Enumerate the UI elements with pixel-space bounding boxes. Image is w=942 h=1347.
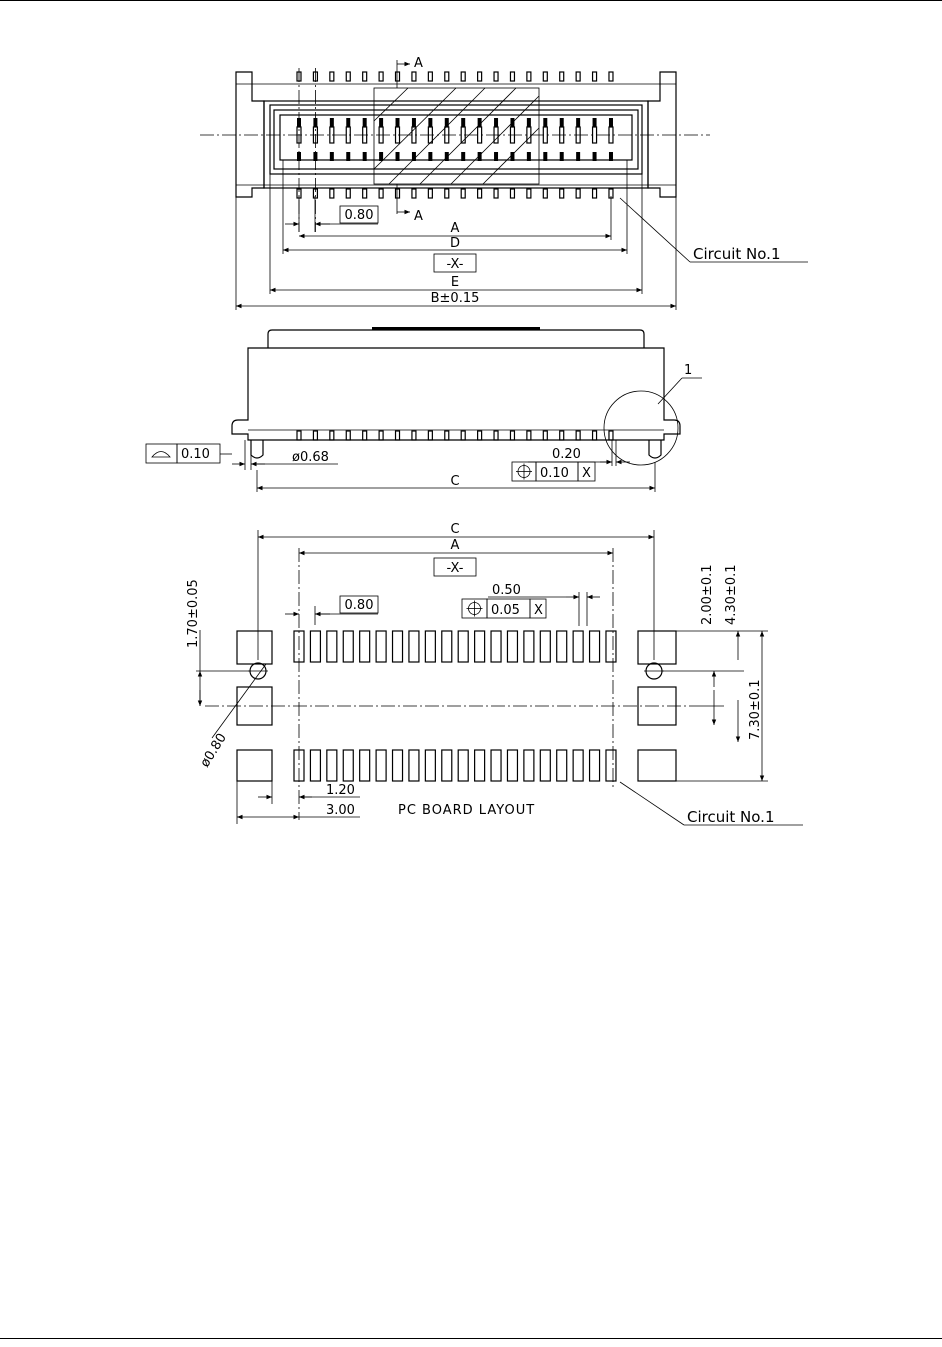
- side-dim-c: C: [450, 474, 460, 489]
- mount-pad-right-top: [638, 631, 676, 664]
- pcb-pad-lower: [360, 750, 370, 781]
- section-mark-bottom: A: [414, 209, 423, 224]
- side-pin: [609, 431, 613, 440]
- top-contact-lower: [363, 152, 367, 161]
- top-pitch-label: 0.80: [344, 208, 374, 223]
- side-pin: [494, 431, 498, 440]
- pcb-pad-width: 0.50: [492, 583, 521, 598]
- top-upper-pin: [428, 72, 432, 81]
- pcb-pad-lower: [557, 750, 567, 781]
- mount-pad-right-bottom: [638, 750, 676, 781]
- pcb-pad-lower: [475, 750, 485, 781]
- pcb-pad-lower: [376, 750, 386, 781]
- pcb-pad-upper: [310, 631, 320, 662]
- side-pin: [346, 431, 350, 440]
- top-contact-upper: [527, 118, 531, 127]
- pcb-pad-upper: [507, 631, 517, 662]
- pcb-hole-diameter: ø0.80: [197, 730, 230, 771]
- top-contact-lower: [560, 152, 564, 161]
- pcb-pad-lower: [425, 750, 435, 781]
- top-lower-pin: [560, 189, 564, 198]
- top-lower-pin: [576, 189, 580, 198]
- top-lower-pin: [363, 189, 367, 198]
- top-lower-pin: [330, 189, 334, 198]
- side-position-tolerance: 0.10: [540, 466, 569, 481]
- pcb-dim-a: A: [450, 538, 460, 553]
- pcb-datum: -X-: [446, 561, 464, 576]
- top-upper-pin: [346, 72, 350, 81]
- top-dim-b: B±0.15: [430, 291, 480, 306]
- side-pin: [445, 431, 449, 440]
- top-contact-upper: [560, 118, 564, 127]
- top-view: [200, 56, 808, 310]
- top-contact-lower: [412, 152, 416, 161]
- pcb-pad-lower: [524, 750, 534, 781]
- top-lower-pin: [527, 189, 531, 198]
- top-lower-pin: [346, 189, 350, 198]
- pcb-pad-lower: [393, 750, 403, 781]
- pcb-layout-view: [186, 522, 803, 826]
- pcb-pad-upper: [540, 631, 550, 662]
- pcb-pad-lower: [343, 750, 353, 781]
- side-pin: [461, 431, 465, 440]
- top-contact-upper: [576, 118, 580, 127]
- top-upper-pin: [543, 72, 547, 81]
- top-contact-upper: [396, 118, 400, 127]
- pcb-pad-upper: [442, 631, 452, 662]
- top-contact-upper: [593, 118, 597, 127]
- pcb-pad-upper: [524, 631, 534, 662]
- top-upper-pin: [527, 72, 531, 81]
- pcb-pad-upper: [590, 631, 600, 662]
- top-contact-upper: [330, 118, 334, 127]
- top-circuit-label: Circuit No.1: [693, 245, 781, 263]
- pcb-circuit-label: Circuit No.1: [687, 808, 775, 826]
- top-upper-pin: [609, 72, 613, 81]
- pcb-pad-lower: [507, 750, 517, 781]
- side-pin: [313, 431, 317, 440]
- top-contact-upper: [478, 118, 482, 127]
- side-pin: [379, 431, 383, 440]
- pcb-pad-upper: [475, 631, 485, 662]
- pcb-pad-upper: [376, 631, 386, 662]
- pcb-pad-upper: [409, 631, 419, 662]
- top-contact-lower: [527, 152, 531, 161]
- pcb-dim-1-20: 1.20: [326, 783, 355, 798]
- pcb-layout-title: PC BOARD LAYOUT: [398, 803, 536, 818]
- side-pin: [396, 431, 400, 440]
- top-contact-middle: [593, 127, 597, 143]
- side-view-pins: [297, 431, 613, 440]
- pcb-pad-upper: [491, 631, 501, 662]
- top-datum: -X-: [446, 257, 464, 272]
- pcb-pad-upper: [425, 631, 435, 662]
- side-pin: [478, 431, 482, 440]
- top-upper-pin: [330, 72, 334, 81]
- side-pin: [527, 431, 531, 440]
- top-contact-lower: [330, 152, 334, 161]
- pcb-pitch: 0.80: [344, 598, 374, 613]
- side-pin: [543, 431, 547, 440]
- side-pin: [510, 431, 514, 440]
- side-pin: [560, 431, 564, 440]
- top-contact-upper: [494, 118, 498, 127]
- pcb-pad-lower: [458, 750, 468, 781]
- top-upper-pin: [510, 72, 514, 81]
- pcb-pad-lower: [491, 750, 501, 781]
- pcb-dim-3-00: 3.00: [326, 803, 355, 818]
- top-contact-upper: [412, 118, 416, 127]
- top-contact-lower: [543, 152, 547, 161]
- side-pin: [593, 431, 597, 440]
- top-contact-lower: [396, 152, 400, 161]
- position-tolerance-icon: [516, 464, 532, 480]
- top-contact-upper: [363, 118, 367, 127]
- side-pin: [576, 431, 580, 440]
- side-pin: [330, 431, 334, 440]
- pcb-dim-4-30: 4.30±0.1: [724, 564, 739, 625]
- pcb-pad-lower: [310, 750, 320, 781]
- top-contact-lower: [428, 152, 432, 161]
- top-contact-middle: [527, 127, 531, 143]
- side-pin: [412, 431, 416, 440]
- top-upper-pin: [560, 72, 564, 81]
- mount-pad-left-top: [237, 631, 272, 664]
- top-upper-pin: [379, 72, 383, 81]
- top-dim-e: E: [450, 275, 460, 290]
- pcb-dim-c: C: [450, 522, 460, 537]
- top-contact-lower: [593, 152, 597, 161]
- top-contact-upper: [428, 118, 432, 127]
- post-diameter: ø0.68: [292, 450, 329, 465]
- top-upper-pin: [396, 72, 400, 81]
- top-contact-lower: [609, 152, 613, 161]
- top-contact-lower: [494, 152, 498, 161]
- top-upper-pin: [363, 72, 367, 81]
- section-mark-top: A: [414, 56, 423, 71]
- side-position-datum: X: [582, 466, 591, 481]
- side-pin: [428, 431, 432, 440]
- top-contact-middle: [543, 127, 547, 143]
- top-contact-middle: [609, 127, 613, 143]
- top-upper-pin: [593, 72, 597, 81]
- pcb-dim-1-70: 1.70±0.05: [186, 579, 201, 648]
- top-contact-upper: [510, 118, 514, 127]
- top-lower-pin: [412, 189, 416, 198]
- top-contact-upper: [461, 118, 465, 127]
- top-lower-pin: [593, 189, 597, 198]
- top-contact-lower: [461, 152, 465, 161]
- top-upper-pin: [412, 72, 416, 81]
- top-lower-pin: [494, 189, 498, 198]
- pcb-pad-lower: [442, 750, 452, 781]
- top-lower-pin: [445, 189, 449, 198]
- flatness-icon: [152, 452, 170, 458]
- pcb-pad-lower: [409, 750, 419, 781]
- pcb-pad-lower: [573, 750, 583, 781]
- pin-width: 0.20: [552, 447, 581, 462]
- top-dim-a: A: [450, 221, 460, 236]
- side-pin: [363, 431, 367, 440]
- pcb-pad-upper: [393, 631, 403, 662]
- pcb-position-tolerance: 0.05: [491, 603, 520, 618]
- top-contact-upper: [379, 118, 383, 127]
- top-contact-lower: [445, 152, 449, 161]
- top-contact-upper: [445, 118, 449, 127]
- pcb-pad-upper: [557, 631, 567, 662]
- top-lower-pin: [478, 189, 482, 198]
- top-lower-pin: [461, 189, 465, 198]
- pcb-pad-upper: [360, 631, 370, 662]
- top-lower-pin: [379, 189, 383, 198]
- pcb-position-tolerance-icon: [467, 601, 483, 617]
- top-lower-pin: [510, 189, 514, 198]
- top-contact-lower: [576, 152, 580, 161]
- pcb-pad-upper: [458, 631, 468, 662]
- pcb-pad-lower: [590, 750, 600, 781]
- pcb-pad-upper: [573, 631, 583, 662]
- side-pin: [297, 431, 301, 440]
- top-contact-lower: [379, 152, 383, 161]
- top-upper-pin: [445, 72, 449, 81]
- top-upper-pin: [576, 72, 580, 81]
- pcb-pad-lower: [327, 750, 337, 781]
- pcb-pad-upper: [606, 631, 616, 662]
- flatness-value: 0.10: [181, 447, 210, 462]
- top-upper-pin: [478, 72, 482, 81]
- pcb-pad-lower: [606, 750, 616, 781]
- pcb-pad-lower: [540, 750, 550, 781]
- top-contact-upper: [346, 118, 350, 127]
- top-contact-lower: [478, 152, 482, 161]
- side-view: [146, 327, 702, 492]
- detail-callout: 1: [684, 363, 693, 378]
- top-contact-upper: [609, 118, 613, 127]
- top-lower-pin: [428, 189, 432, 198]
- top-upper-pin: [494, 72, 498, 81]
- pcb-dim-7-30: 7.30±0.1: [748, 679, 763, 740]
- top-upper-pin: [461, 72, 465, 81]
- top-lower-pin: [543, 189, 547, 198]
- top-contact-lower: [510, 152, 514, 161]
- pcb-pad-upper: [327, 631, 337, 662]
- mount-pad-left-bottom: [237, 750, 272, 781]
- pcb-position-datum: X: [534, 603, 543, 618]
- top-contact-lower: [346, 152, 350, 161]
- pcb-dim-2-00: 2.00±0.1: [700, 564, 715, 625]
- top-lower-pin: [396, 189, 400, 198]
- top-dim-d: D: [449, 236, 461, 251]
- pcb-pad-upper: [343, 631, 353, 662]
- top-contact-upper: [543, 118, 547, 127]
